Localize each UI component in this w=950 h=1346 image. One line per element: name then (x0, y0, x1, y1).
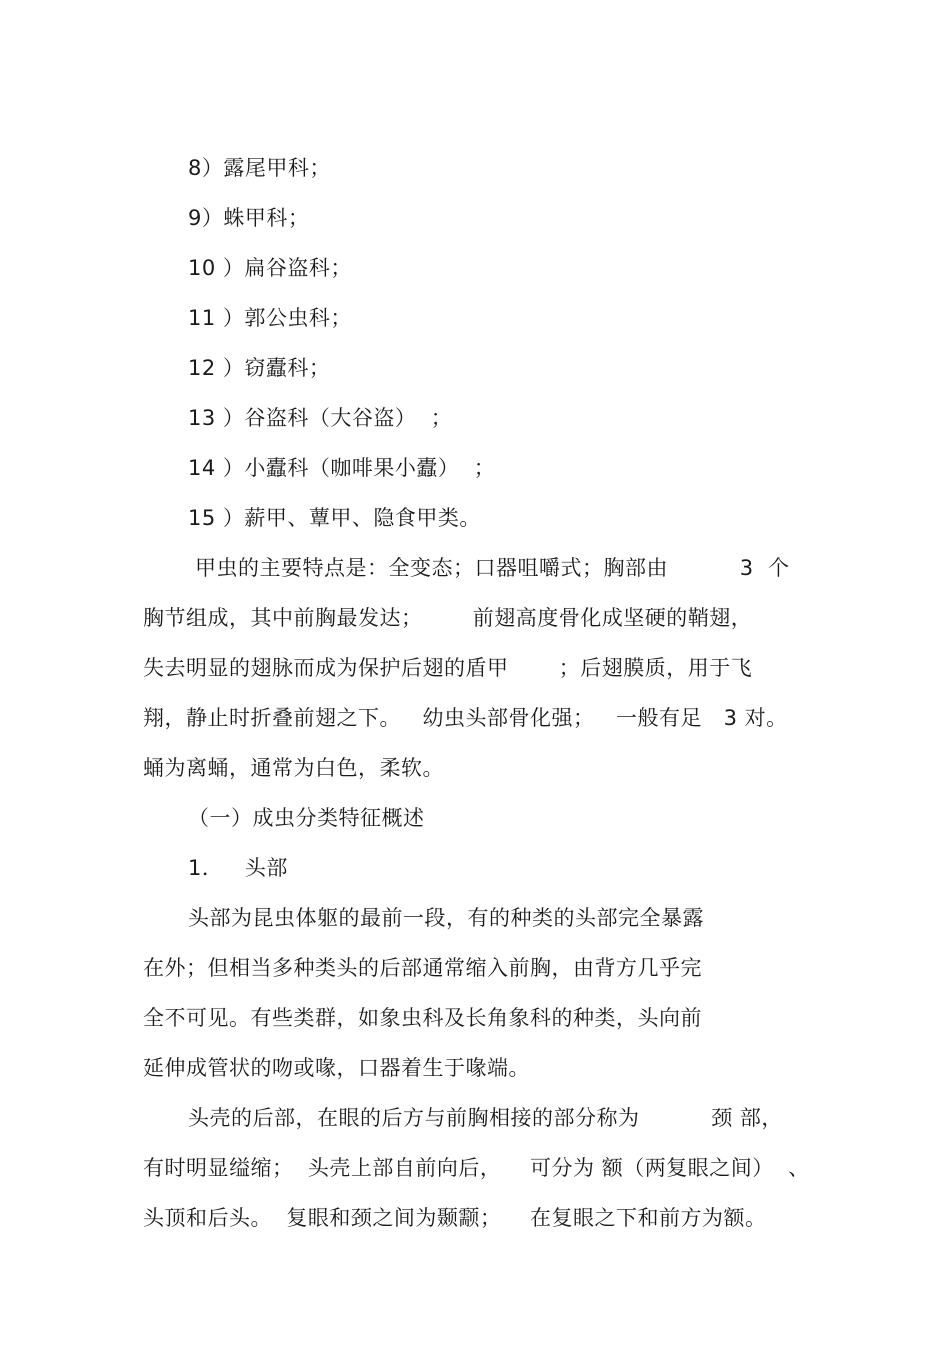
paragraph-line: 头顶和后头。 复眼和颈之间为颞颥； 在复眼之下和前方为额。 (143, 1206, 767, 1230)
paragraph-line: 失去明显的翅脉而成为保护后翅的盾甲 ；后翅膜质，用于飞 (143, 656, 753, 680)
paragraph-line: 甲虫的主要特点是：全变态；口器咀嚼式；胸部由 3 个 (195, 556, 790, 580)
paragraph-line: 有时明显缢缩； 头壳上部自前向后， 可分为 额（两复眼之间） 、 (143, 1156, 810, 1180)
list-item: 15 ）薪甲、蕈甲、隐食甲类。 (188, 506, 481, 530)
list-item: 14 ）小蠹科（咖啡果小蠹） ； (188, 456, 496, 480)
section-heading: （一）成虫分类特征概述 (188, 806, 425, 830)
list-item: 9）蛛甲科； (188, 206, 310, 230)
paragraph-line: 全不可见。有些类群，如象虫科及长角象科的种类，头向前 (143, 1006, 702, 1030)
paragraph-line: 头壳的后部，在眼的后方与前胸相接的部分称为 颈 部， (188, 1106, 783, 1130)
paragraph-line: 在外；但相当多种类头的后部通常缩入前胸，由背方几乎完 (143, 956, 702, 980)
paragraph-line: 延伸成管状的吻或喙，口器着生于喙端。 (143, 1056, 530, 1080)
list-item: 12 ）窃蠹科； (188, 356, 331, 380)
paragraph-line: 胸节组成，其中前胸最发达； 前翅高度骨化成坚硬的鞘翅， (143, 606, 753, 630)
paragraph-line: 蛹为离蛹，通常为白色，柔软。 (143, 756, 444, 780)
list-item: 11 ）郭公虫科； (188, 306, 352, 330)
subsection-heading: 1． 头部 (188, 856, 288, 880)
list-item: 13 ）谷盗科（大谷盗） ； (188, 406, 453, 430)
list-item: 10 ）扁谷盗科； (188, 256, 352, 280)
list-item: 8）露尾甲科； (188, 156, 331, 180)
paragraph-line: 翔，静止时折叠前翅之下。 幼虫头部骨化强； 一般有足 3 对。 (143, 706, 788, 730)
paragraph-line: 头部为昆虫体躯的最前一段，有的种类的头部完全暴露 (188, 906, 704, 930)
